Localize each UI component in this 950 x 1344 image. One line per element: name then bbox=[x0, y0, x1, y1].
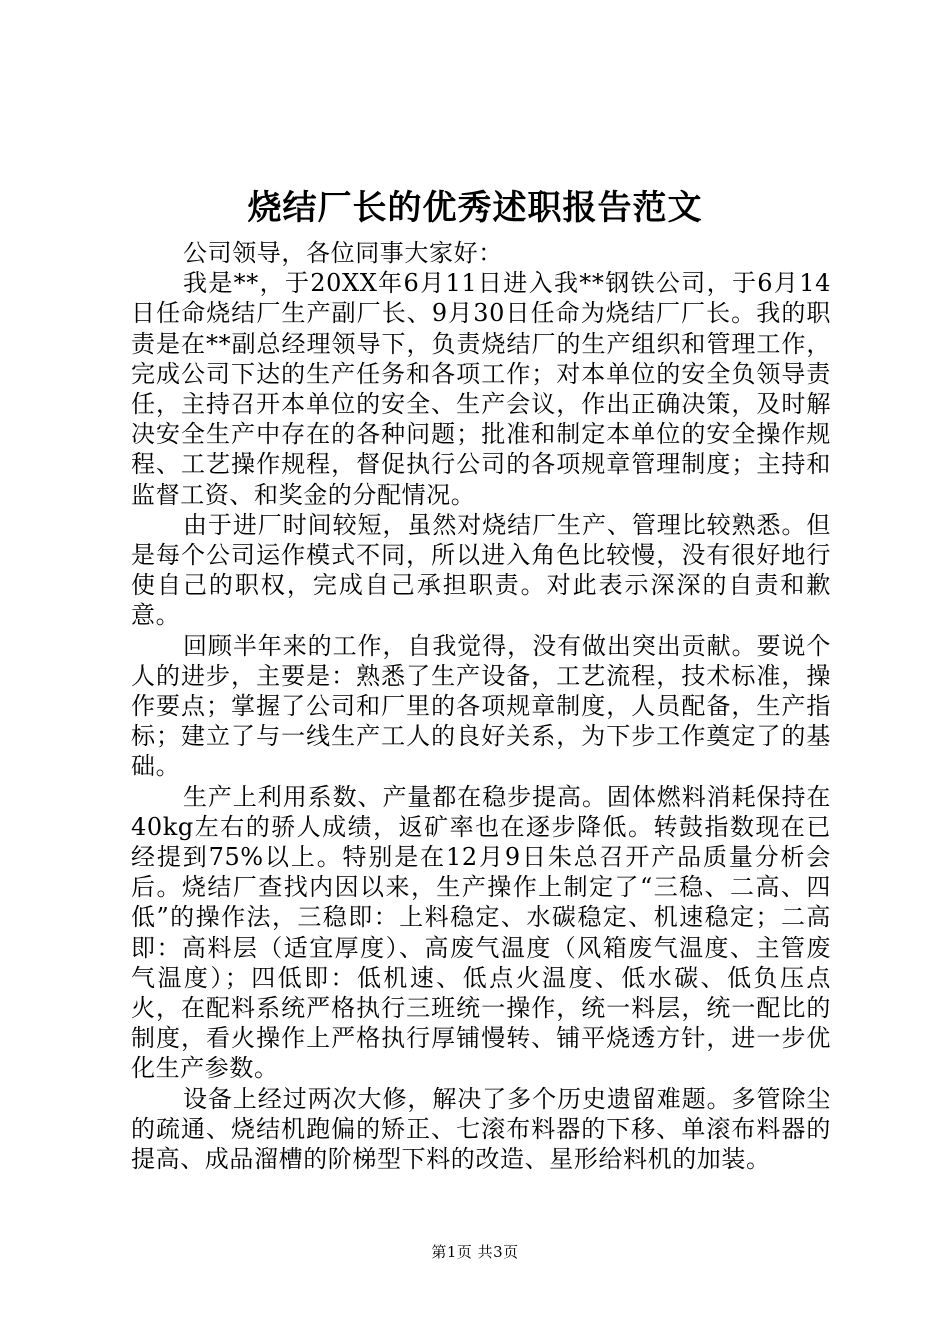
document-title: 烧结厂长的优秀述职报告范文 bbox=[247, 188, 703, 228]
paragraph-equipment: 设备上经过两次大修，解决了多个历史遗留难题。多管除尘的疏通、烧结机跑偏的矫正、七滚布料器的下移、单滚布料器的提高、成品溜槽的阶梯型下料的改造、星形给料机的加装。 bbox=[131, 1084, 831, 1174]
paragraph-greeting: 公司领导，各位同事大家好： bbox=[183, 239, 503, 267]
paragraph-self-criticism: 由于进厂时间较短，虽然对烧结厂生产、管理比较熟悉。但是每个公司运作模式不同，所以进入角色比较慢，没有很好地行使自己的职权，完成自己承担职责。对此表示深深的自责和歉意。 bbox=[131, 510, 831, 630]
paragraph-production: 生产上利用系数、产量都在稳步提高。固体燃料消耗保持在40kg左右的骄人成绩，返矿率也在逐步降低。转鼓指数现在已经提到75%以上。特别是在12月9日朱总召开产品质量分析会后。烧结厂查找内因以来，生产操作上制定了“三稳、二高、四低”的操作法，三稳即：上料稳定、水碳稳定、机速稳定；二高即：高料层（适宜厚度）、高废气温度（风箱废气温度、主管废气温度）；四低即：低机速、低点火温度、低水碳、低负压点火，在配料系统严格执行三班统一操作，统一料层，统一配比的制度，看火操作上严格执行厚铺慢转、铺平烧透方针，进一步优化生产参数。 bbox=[131, 782, 831, 1083]
paragraph-review: 回顾半年来的工作，自我觉得，没有做出突出贡献。要说个人的进步，主要是：熟悉了生产设备，工艺流程，技术标准，操作要点；掌握了公司和厂里的各项规章制度，人员配备，生产指标；建立了与一线生产工人的良好关系，为下步工作奠定了的基础。 bbox=[131, 631, 831, 781]
document-body bbox=[131, 238, 831, 1174]
page-footer: 第1页 共3页 bbox=[431, 1243, 519, 1261]
paragraph-introduction: 我是**，于20XX年6月11日进入我**钢铁公司，于6月14日任命烧结厂生产副厂长、9月30日任命为烧结厂厂长。我的职责是在**副总经理领导下，负责烧结厂的生产组织和管理工作，完成公司下达的生产任务和各项工作；对本单位的安全负领导责任，主持召开本单位的安全、生产会议，作出正确决策，及时解决安全生产中存在的各种问题；批准和制定本单位的安全操作规程、工艺操作规程，督促执行公司的各项规章管理制度；主持和监督工资、和奖金的分配情况。 bbox=[131, 269, 831, 509]
